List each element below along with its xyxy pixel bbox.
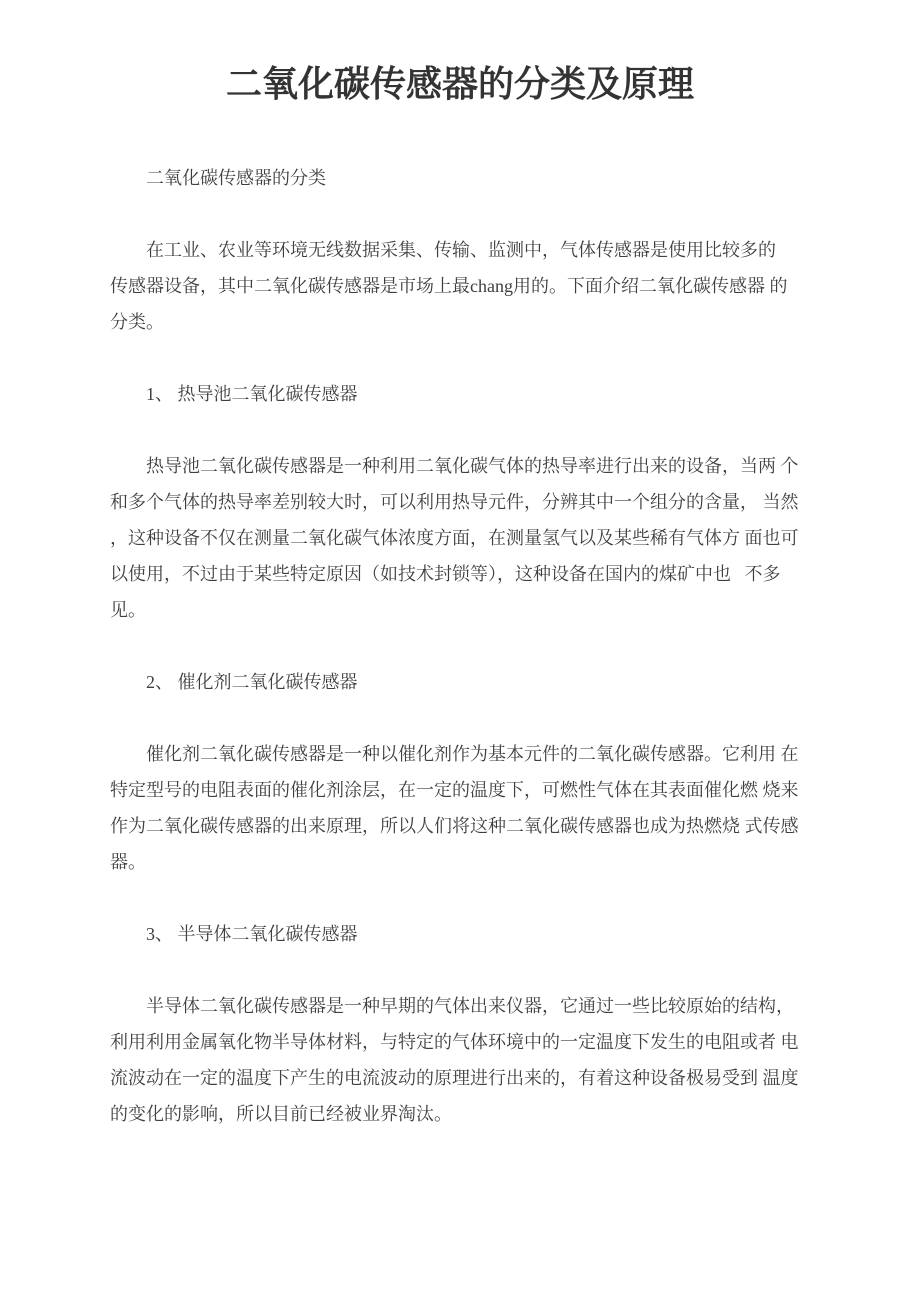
text-line: 作为二氧化碳传感器的出来原理，所以人们将这种二氧化碳传感器也成为热燃烧 式传感 [110,816,799,836]
text-line: 的变化的影响，所以目前已经被业界淘汰。 [110,1104,452,1124]
text-line: 和多个气体的热导率差别较大时，可以利用热导元件，分辨其中一个组分的含量， 当然 [110,492,799,512]
heading-line: 3、 半导体二氧化碳传感器 [146,924,358,944]
text-line: 流波动在一定的温度下产生的电流波动的原理进行出来的，有着这种设备极易受到 温度 [110,1068,799,1088]
text-line: 半导体二氧化碳传感器是一种早期的气体出来仪器，它通过一些比较原始的结构， [146,996,794,1016]
text-line: 利用利用金属氧化物半导体材料，与特定的气体环境中的一定温度下发生的电阻或者 电 [110,1032,799,1052]
text-line: 热导池二氧化碳传感器是一种利用二氧化碳气体的热导率进行出来的设备，当两 个 [146,456,799,476]
paragraph-catalyst [0,736,920,880]
paragraph-thermal-conductivity [0,448,920,628]
text-line: 催化剂二氧化碳传感器是一种以催化剂作为基本元件的二氧化碳传感器。它利用 在 [146,744,799,764]
section-heading-2 [0,664,920,700]
text-line: 二氧化碳传感器的分类 [146,168,326,188]
heading-line: 1、 热导池二氧化碳传感器 [146,384,358,404]
section-heading-3 [0,916,920,952]
text-line: 以使用，不过由于某些特定原因（如技术封锁等），这种设备在国内的煤矿中也 不多 [110,564,781,584]
text-line: 传感器设备，其中二氧化碳传感器是市场上最chang用的。下面介绍二氧化碳传感器 的 [110,276,788,296]
text-line: ，这种设备不仅在测量二氧化碳气体浓度方面，在测量氢气以及某些稀有气体方 面也可 [110,528,799,548]
text-line: 见。 [110,600,146,620]
paragraph-semiconductor [0,988,920,1132]
heading-line: 2、 催化剂二氧化碳传感器 [146,672,358,692]
text-line: 在工业、农业等环境无线数据采集、传输、监测中，气体传感器是使用比较多的 [146,240,776,260]
text-line: 器。 [110,852,146,872]
text-line: 特定型号的电阻表面的催化剂涂层，在一定的温度下，可燃性气体在其表面催化燃 烧来 [110,780,799,800]
paragraph-intro [0,232,920,340]
section-heading-1 [0,376,920,412]
paragraph-intro-label [0,160,920,196]
document-title: 二氧化碳传感器的分类及原理 [225,64,694,104]
text-line: 分类。 [110,312,164,332]
